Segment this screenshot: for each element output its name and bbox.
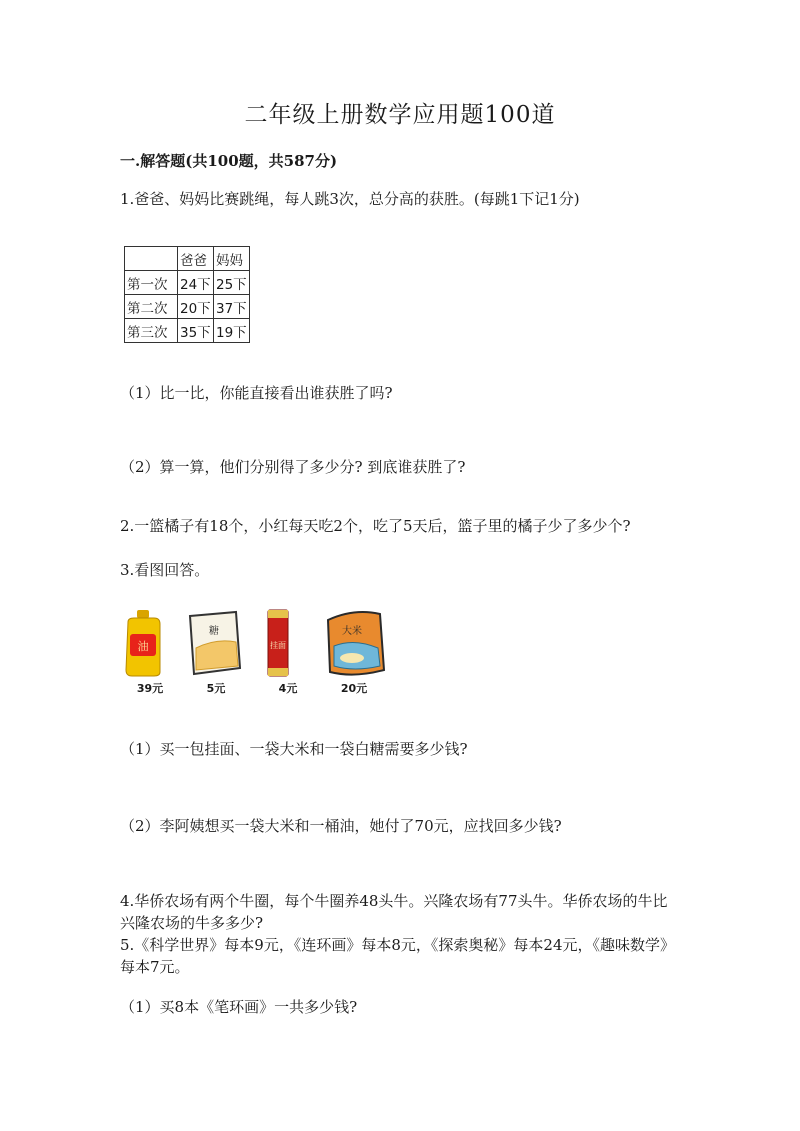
table-header-row bbox=[125, 247, 250, 271]
table-cell: 第二次 bbox=[125, 295, 178, 319]
table-cell: 37下 bbox=[214, 295, 250, 319]
oil-bottle-icon bbox=[120, 608, 170, 678]
noodle-label: 挂面 bbox=[270, 641, 286, 650]
question-5-sub-1: （1）买8本《笔环画》一共多少钱? bbox=[120, 998, 358, 1016]
goods-price: 39元 bbox=[136, 682, 164, 695]
goods-item-oil bbox=[120, 608, 180, 698]
goods-item-noodle bbox=[258, 608, 318, 698]
section-heading: 一.解答题(共100题，共587分) bbox=[120, 152, 338, 170]
oil-label: 油 bbox=[137, 640, 149, 653]
table-cell: 19下 bbox=[214, 319, 250, 343]
question-3-sub-2: （2）李阿姨想买一袋大米和一桶油，她付了70元，应找回多少钱? bbox=[120, 817, 562, 835]
table-cell: 第一次 bbox=[125, 271, 178, 295]
question-3-text: 3.看图回答。 bbox=[120, 561, 210, 579]
table-row bbox=[125, 271, 250, 295]
goods-item-rice bbox=[324, 608, 384, 698]
table-cell: 35下 bbox=[178, 319, 214, 343]
goods-picture bbox=[120, 608, 386, 698]
table-cell: 20下 bbox=[178, 295, 214, 319]
rice-label: 大米 bbox=[342, 626, 362, 637]
question-2-text: 2.一篮橘子有18个，小红每天吃2个，吃了5天后，篮子里的橘子少了多少个? bbox=[120, 517, 631, 535]
question-3-sub-1: （1）买一包挂面、一袋大米和一袋白糖需要多少钱? bbox=[120, 740, 468, 758]
question-1-text: 1.爸爸、妈妈比赛跳绳，每人跳3次，总分高的获胜。(每跳1下记1分) bbox=[120, 190, 580, 208]
rice-bag-icon bbox=[324, 608, 386, 678]
noodle-pack-icon bbox=[258, 608, 298, 678]
goods-price: 4元 bbox=[278, 682, 298, 695]
goods-price: 20元 bbox=[340, 682, 368, 695]
table-cell: 24下 bbox=[178, 271, 214, 295]
sugar-bag-icon bbox=[186, 608, 246, 678]
table-cell: 爸爸 bbox=[178, 247, 214, 271]
question-1-sub-2: （2）算一算，他们分别得了多少分? 到底谁获胜了? bbox=[120, 458, 466, 476]
question-5-text: 5.《科学世界》每本9元，《连环画》每本8元，《探索奥秘》每本24元，《趣味数学》每本7元。 bbox=[120, 936, 675, 976]
question-1-sub-1: （1）比一比，你能直接看出谁获胜了吗? bbox=[120, 384, 393, 402]
question-4-text: 4.华侨农场有两个牛圈，每个牛圈养48头牛。兴隆农场有77头牛。华侨农场的牛比兴隆农场的牛多多少? bbox=[120, 892, 668, 932]
score-table bbox=[124, 246, 250, 343]
page-title: 二年级上册数学应用题100道 bbox=[244, 102, 556, 128]
goods-item-sugar bbox=[186, 608, 246, 698]
table-row bbox=[125, 319, 250, 343]
table-row bbox=[125, 295, 250, 319]
table-cell: 第三次 bbox=[125, 319, 178, 343]
sugar-label: 糖 bbox=[209, 626, 219, 637]
goods-price: 5元 bbox=[206, 682, 226, 695]
table-cell: 妈妈 bbox=[214, 247, 250, 271]
table-cell bbox=[125, 247, 178, 271]
table-cell: 25下 bbox=[214, 271, 250, 295]
